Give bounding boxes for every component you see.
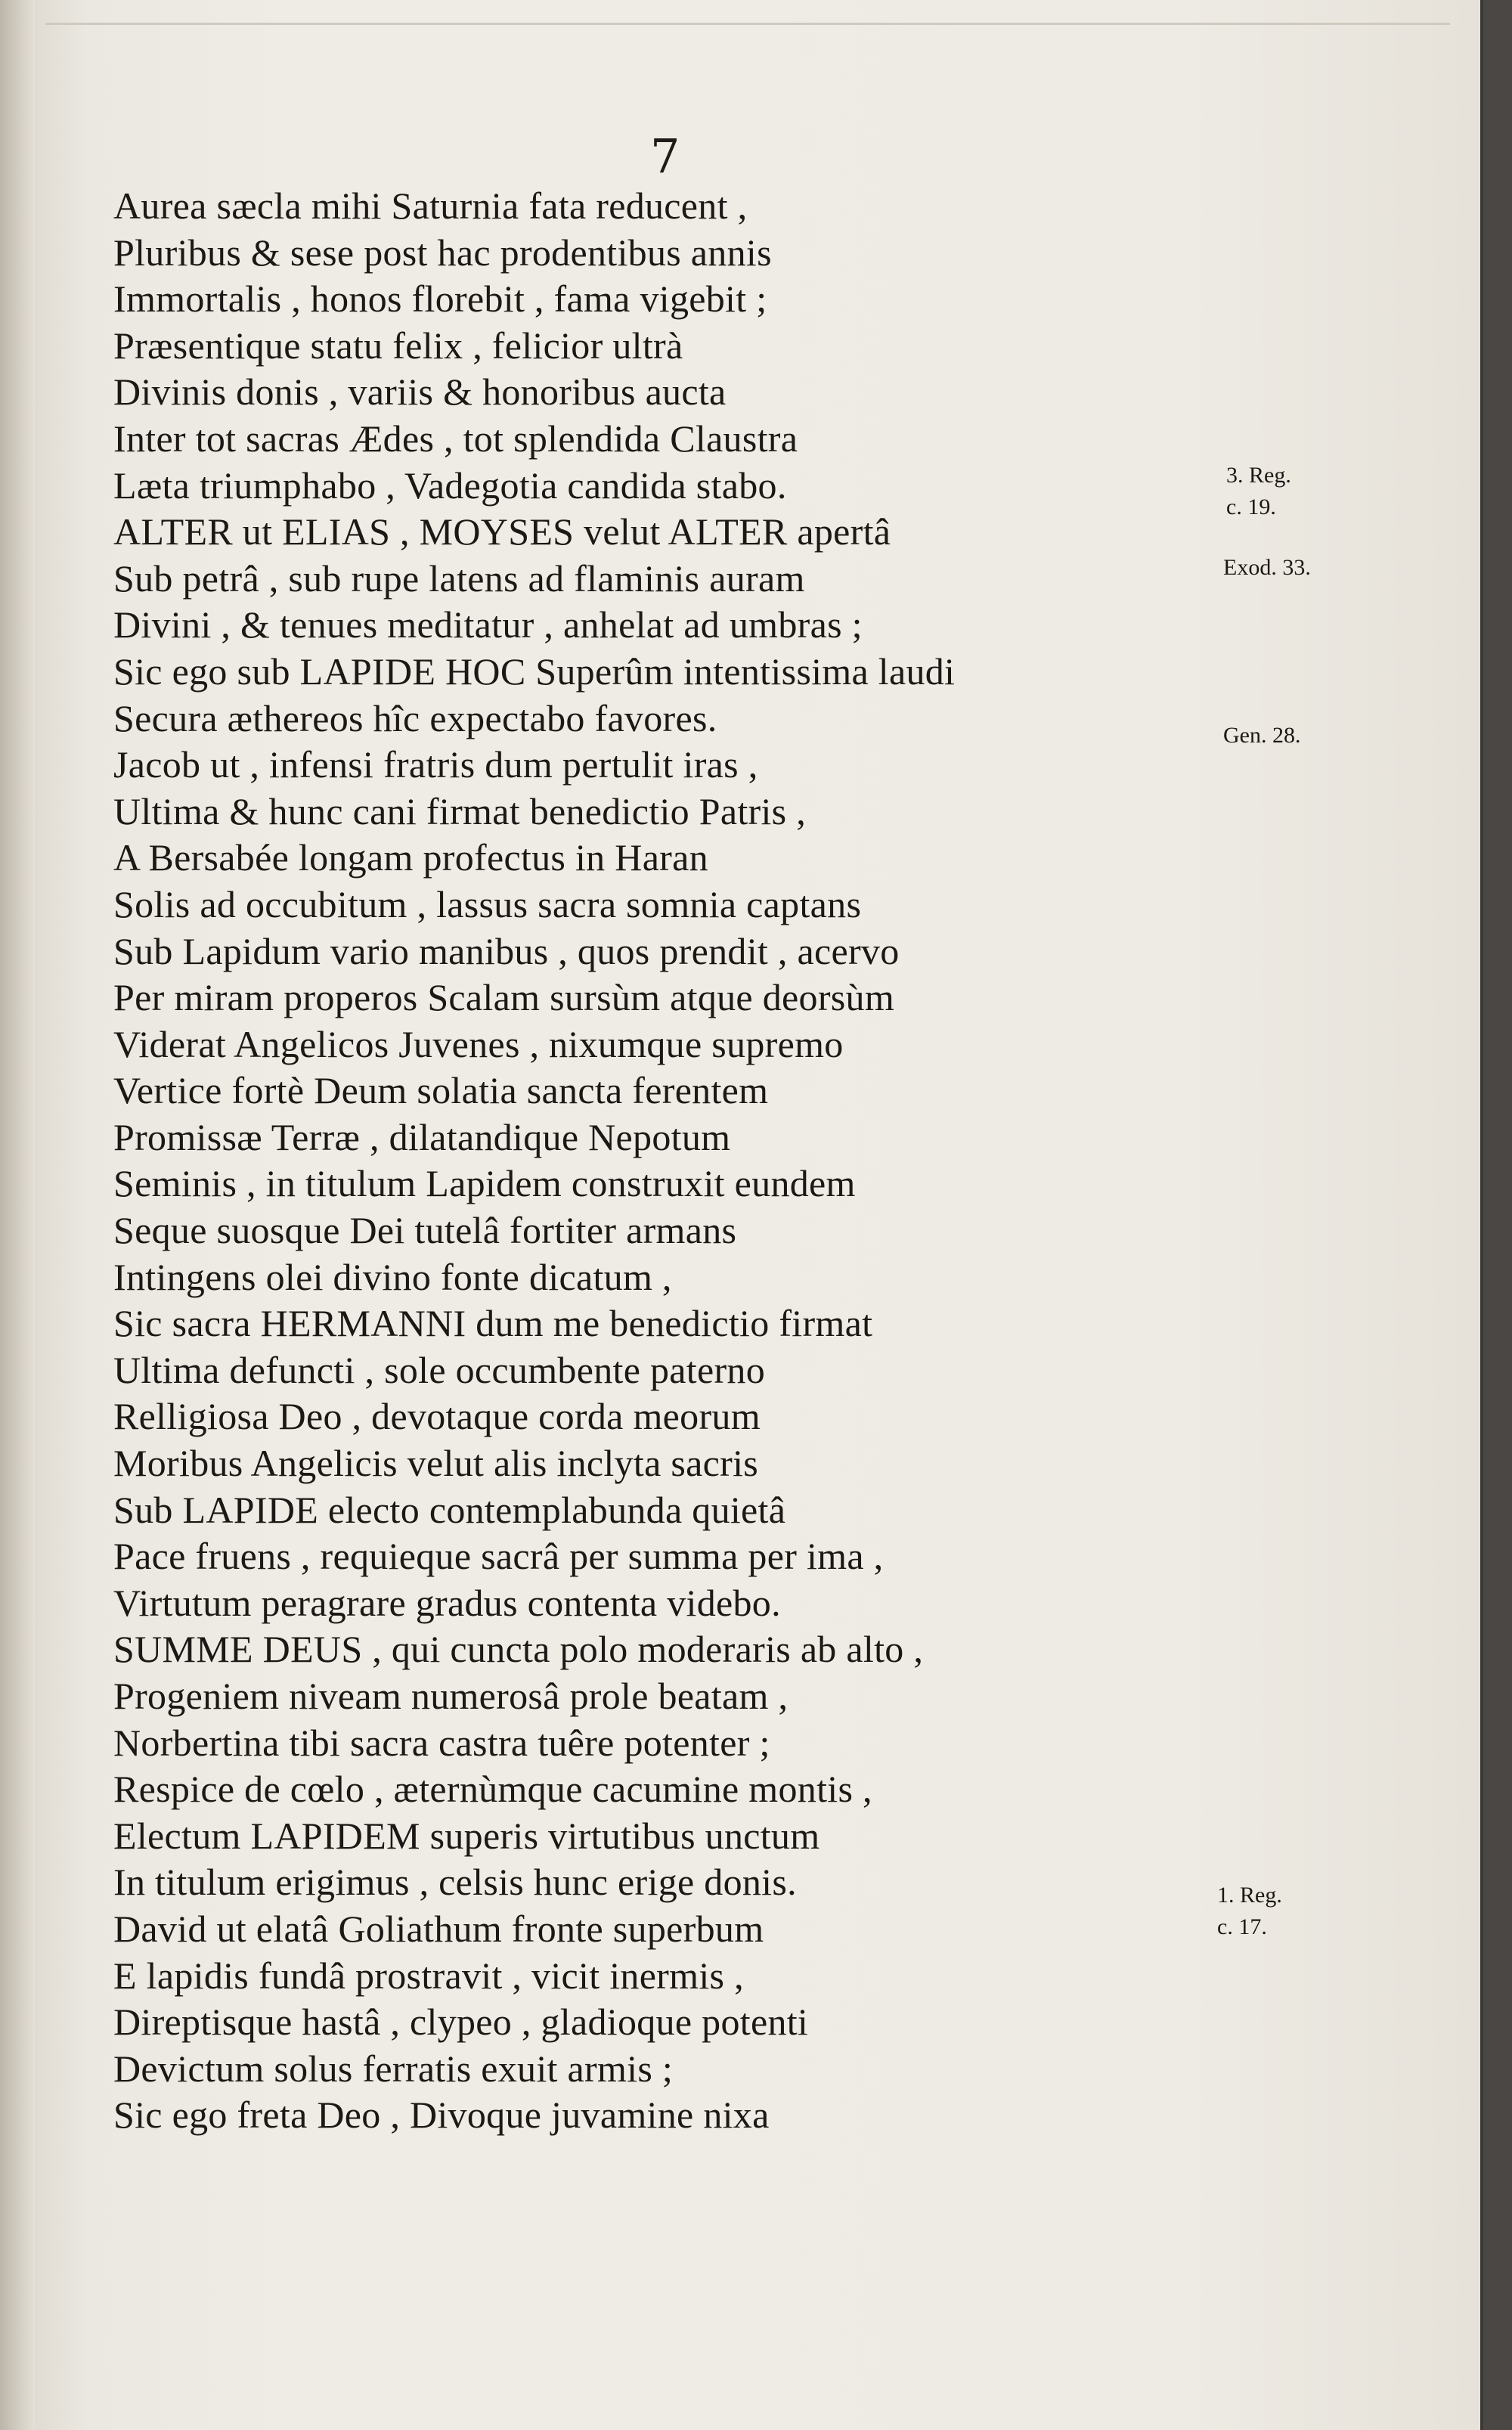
margin-note-3-reg: 3. Reg.: [1226, 463, 1291, 488]
verse-line: Seminis , in titulum Lapidem construxit eundem: [113, 1162, 856, 1205]
verse-line: Vertice fortè Deum solatia sancta ferentem: [113, 1069, 769, 1112]
page-number: 7: [650, 129, 680, 184]
verse-line: ALTER ut ELIAS , MOYSES velut ALTER apertâ: [113, 510, 891, 553]
verse-line: Norbertina tibi sacra castra tuêre potenter ;: [113, 1721, 770, 1764]
margin-note-exod: Exod. 33.: [1223, 555, 1311, 580]
verse-line: SUMME DEUS , qui cuncta polo moderaris ab alto ,: [113, 1628, 924, 1671]
verse-line: Aurea sæcla mihi Saturnia fata reducent ,: [113, 184, 748, 227]
verse-line: Secura æthereos hîc expectabo favores.: [113, 696, 717, 739]
verse-line: Progeniem niveam numerosâ prole beatam ,: [113, 1675, 789, 1717]
verse-line: Sub petrâ , sub rupe latens ad flaminis auram: [113, 556, 805, 600]
verse-line: Sic sacra HERMANNI dum me benedictio firmat: [113, 1302, 873, 1345]
margin-note-1-reg-chapter: c. 17.: [1217, 1914, 1267, 1939]
verse-line: Solis ad occubitum , lassus sacra somnia captans: [113, 882, 862, 925]
verse-line: David ut elatâ Goliathum fronte superbum: [113, 1907, 764, 1950]
verse-line: Relligiosa Deo , devotaque corda meorum: [113, 1395, 761, 1438]
verse-line: Immortalis , honos florebit , fama vigebit ;: [113, 277, 767, 321]
verse-line: Sic ego freta Deo , Divoque juvamine nixa: [113, 2094, 770, 2137]
verse-line: E lapidis fundâ prostravit , vicit inermis ,: [113, 1954, 744, 1997]
verse-line: Devictum solus ferratis exuit armis ;: [113, 2047, 674, 2090]
verse-line: In titulum erigimus , celsis hunc erige donis.: [113, 1861, 797, 1904]
verse-line: Jacob ut , infensi fratris dum pertulit iras ,: [113, 743, 758, 786]
verse-line: Sic ego sub LAPIDE HOC Superûm intentissima laudi: [113, 649, 956, 693]
verse-line: Pace fruens , requieque sacrâ per summa per ima ,: [113, 1535, 884, 1578]
gutter-shadow: [0, 0, 35, 2430]
verse-line: Inter tot sacras Ædes , tot splendida Claustra: [113, 417, 798, 460]
verse-line: Viderat Angelicos Juvenes , nixumque supremo: [113, 1022, 844, 1065]
verse-line: Divinis donis , variis & honoribus aucta: [113, 370, 727, 414]
verse-line: Promissæ Terræ , dilatandique Nepotum: [113, 1115, 731, 1158]
margin-note-gen: Gen. 28.: [1223, 723, 1301, 748]
verse-line: Intingens olei divino fonte dicatum ,: [113, 1255, 672, 1298]
verse-line: Pluribus & sese post hac prodentibus annis: [113, 231, 772, 274]
verse-line: Electum LAPIDEM superis virtutibus unctum: [113, 1814, 820, 1857]
verse-line: A Bersabée longam profectus in Haran: [113, 836, 708, 879]
verse-line: Sub Lapidum vario manibus , quos prendit , acervo: [113, 929, 900, 972]
verse-line: Sub LAPIDE electo contemplabunda quietâ: [113, 1488, 786, 1531]
verse-line: Præsentique statu felix , felicior ultrà: [113, 324, 683, 367]
verse-line: Per miram properos Scalam sursùm atque deorsùm: [113, 976, 895, 1019]
verse-line: Læta triumphabo , Vadegotia candida stabo.: [113, 463, 787, 507]
page-top-edge: [45, 23, 1450, 25]
verse-line: Seque suosque Dei tutelâ fortiter armans: [113, 1209, 737, 1252]
verse-line: Ultima defuncti , sole occumbente paterno: [113, 1348, 766, 1391]
verse-text: [113, 183, 1172, 2139]
verse-line: Respice de cœlo , æternùmque cacumine montis ,: [113, 1768, 872, 1811]
margin-note-3-reg-chapter: c. 19.: [1226, 494, 1276, 519]
verse-line: Virtutum peragrare gradus contenta videbo.: [113, 1581, 781, 1624]
verse-line: Ultima & hunc cani firmat benedictio Patris ,: [113, 789, 807, 832]
verse-line: Moribus Angelicis velut alis inclyta sacris: [113, 1442, 759, 1485]
verse-line: Direptisque hastâ , clypeo , gladioque potenti: [113, 2001, 809, 2044]
margin-note-1-reg: 1. Reg.: [1217, 1883, 1282, 1908]
verse-line: Divini , & tenues meditatur , anhelat ad umbras ;: [113, 603, 863, 646]
